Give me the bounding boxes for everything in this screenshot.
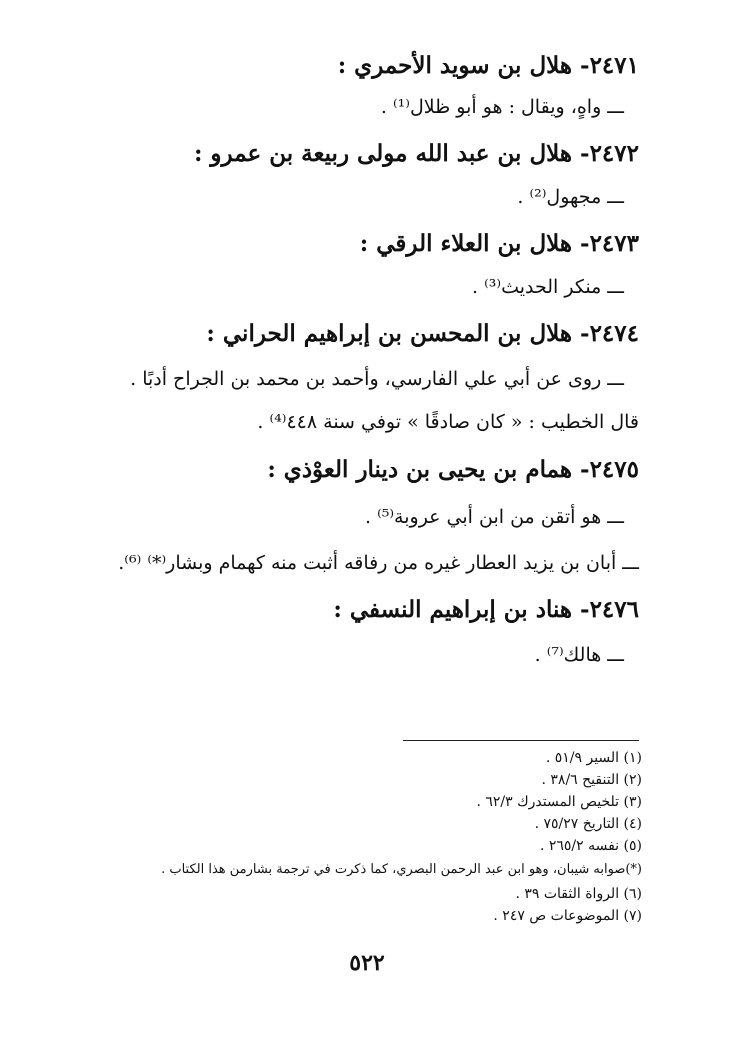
entry-heading: ٢٤٧٥- همام بن يحيى بن دينار العوْذي :	[267, 456, 639, 483]
footnote: (٢) التنقيح ٣٨/٦ .	[541, 772, 642, 788]
page-number: ٥٢٢	[349, 950, 385, 976]
entry-text: قال الخطيب : « كان صادقًا » توفي سنة ٤٤٨⁽⁴⁾ .	[257, 411, 639, 433]
footnote: (٦) الرواة الثقات ٣٩ .	[515, 886, 642, 902]
entry-heading: ٢٤٧١- هلال بن سويد الأحمري :	[337, 52, 639, 79]
entry-text: ـــ روى عن أبي علي الفارسي، وأحمد بن محمد بن الجراح أدبًا .	[130, 368, 624, 390]
footnote: (*)صوابه شيبان، وهو ابن عبد الرحمن البصري، كما ذكرت في ترجمة بشارمن هذا الكتاب .	[161, 862, 642, 877]
footnote: (٤) التاريخ ٧٥/٢٧ .	[534, 816, 642, 832]
entry-heading: ٢٤٧٢- هلال بن عبد الله مولى ربيعة بن عمرو :	[193, 140, 639, 167]
footnote: (١) السير ٥١/٩ .	[545, 750, 642, 766]
entry-text: ـــ مجهول⁽²⁾ .	[517, 186, 624, 208]
footnote: (٧) الموضوعات ص ٢٤٧ .	[493, 908, 642, 924]
entry-heading: ٢٤٧٣- هلال بن العلاء الرقي :	[359, 230, 639, 257]
footnote: (٣) تلخيص المستدرك ٦٢/٣ .	[476, 794, 642, 810]
footnote-divider	[403, 740, 639, 741]
entry-text: ـــ واهٍ، ويقال : هو أبو ظلال⁽¹⁾ .	[380, 96, 624, 118]
entry-text: ـــ منكر الحديث⁽³⁾ .	[472, 276, 624, 298]
entry-text: ـــ هالك⁽⁷⁾ .	[534, 644, 624, 666]
entry-heading: ٢٤٧٦- هناد بن إبراهيم النسفي :	[333, 596, 639, 623]
footnote: (٥) نفسه ٢٦٥/٢ .	[539, 838, 642, 854]
entry-text: ـــ أبان بن يزيد العطار غيره من رفاقه أثبت منه كهمام وبشار⁽*⁾ ⁽⁶⁾.	[118, 552, 639, 574]
entry-text: ـــ هو أتقن من ابن أبي عروبة⁽⁵⁾ .	[365, 506, 624, 528]
entry-heading: ٢٤٧٤- هلال بن المحسن بن إبراهيم الحراني :	[206, 320, 639, 347]
